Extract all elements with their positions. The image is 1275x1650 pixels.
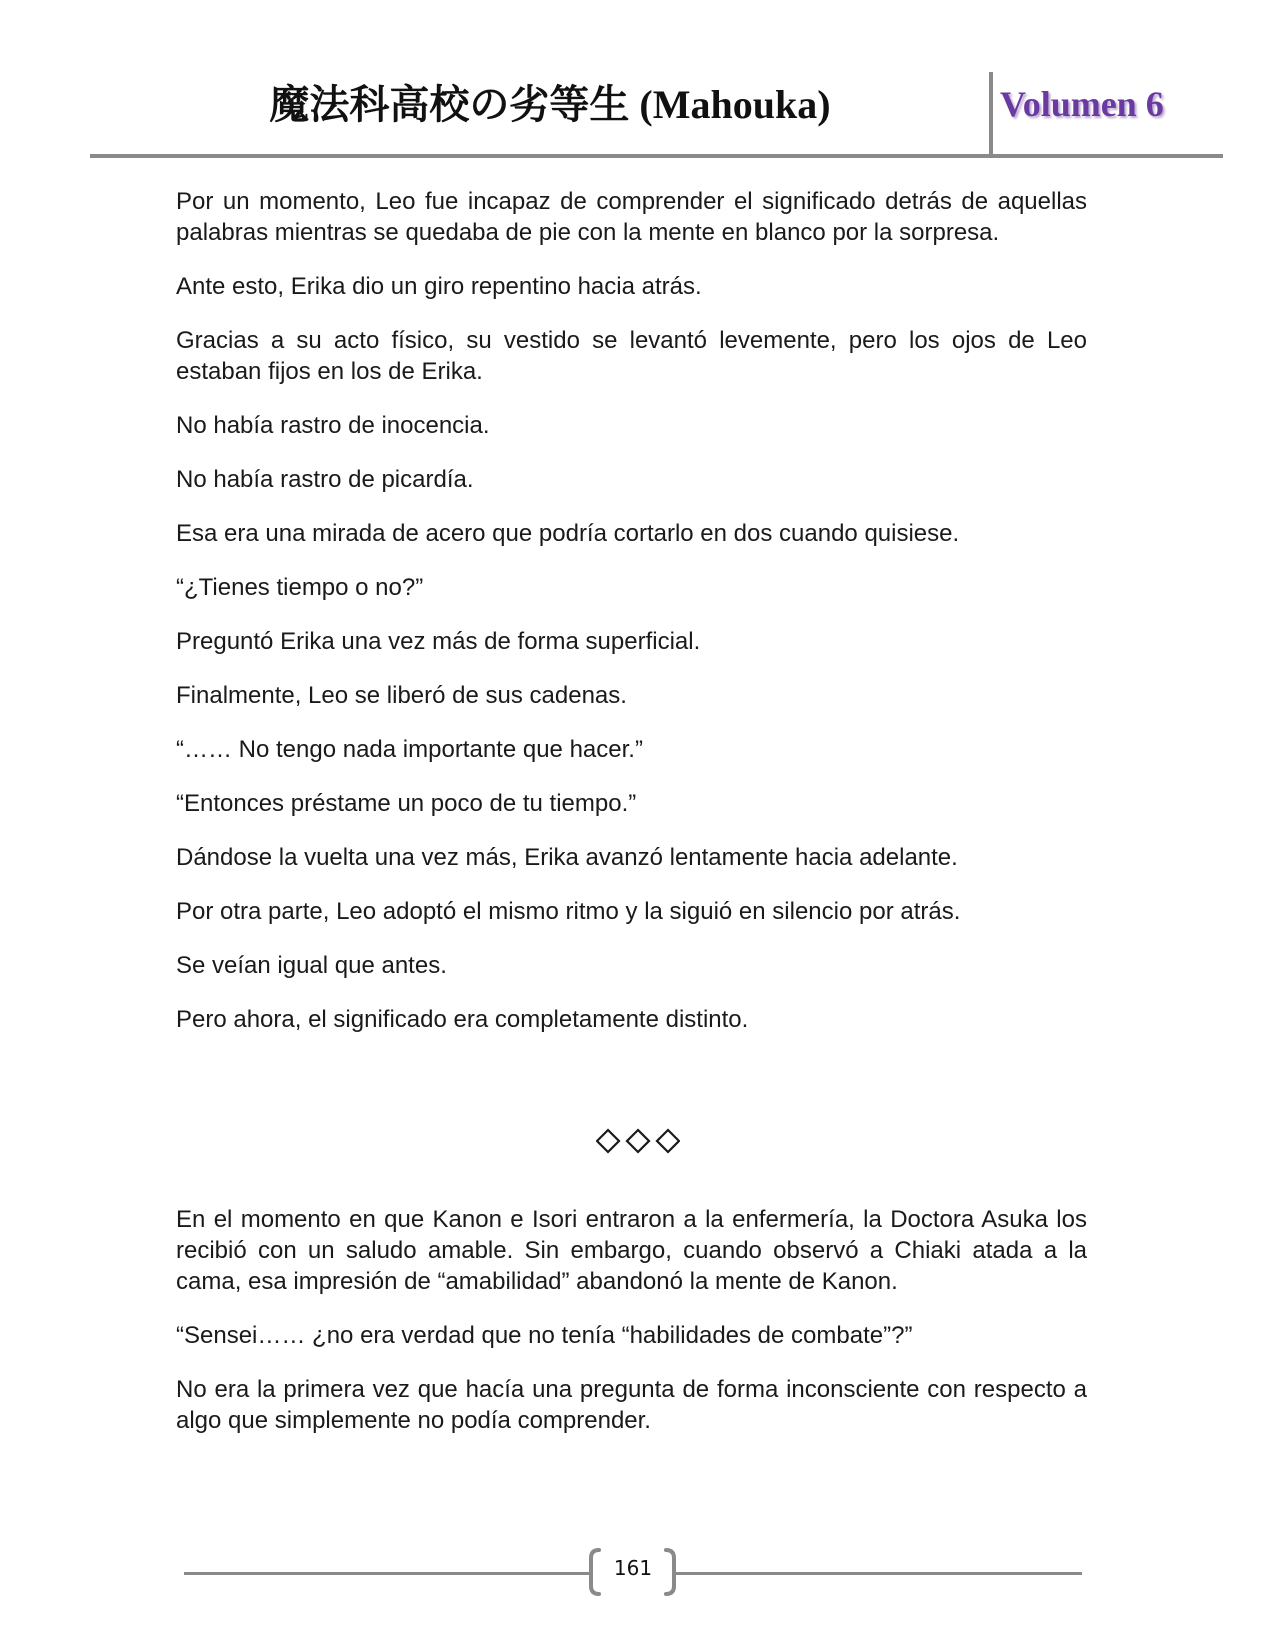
paragraph: En el momento en que Kanon e Isori entraron a la enfermería, la Doctora Asuka los recibió con un saludo amable. Sin embargo, cuando observó a Chiaki atada a la cama, esa impresión de “amabilidad” abandonó la mente de Kanon. [176, 1206, 1087, 1295]
paragraph: “Entonces préstame un poco de tu tiempo.” [176, 790, 637, 817]
header-rule [90, 154, 1223, 158]
footer-rule-right [676, 1572, 1082, 1575]
section-break [0, 1126, 1275, 1156]
paragraph: “¿Tienes tiempo o no?” [176, 574, 424, 601]
paragraph: Por otra parte, Leo adoptó el mismo ritmo y la siguió en silencio por atrás. [176, 898, 961, 925]
volume-label: Volumen 6 [1000, 84, 1164, 124]
paragraph: No había rastro de inocencia. [176, 412, 490, 439]
paragraph: Gracias a su acto físico, su vestido se levantó levemente, pero los ojos de Leo estaban fijos en los de Erika. [176, 327, 1087, 385]
three-diamonds-icon [596, 1126, 680, 1156]
paragraph: Finalmente, Leo se liberó de sus cadenas. [176, 682, 627, 709]
paragraph: No era la primera vez que hacía una pregunta de forma inconsciente con respecto a algo que simplemente no podía comprender. [176, 1376, 1087, 1434]
paragraph: “…… No tengo nada importante que hacer.” [176, 736, 643, 763]
book-title: 魔法科高校の劣等生 (Mahouka) [269, 82, 831, 127]
body-text-section-2 [176, 1204, 1087, 1459]
paragraph: No había rastro de picardía. [176, 466, 474, 493]
paragraph: Preguntó Erika una vez más de forma superficial. [176, 628, 701, 655]
paragraph: Pero ahora, el significado era completamente distinto. [176, 1006, 749, 1033]
paragraph: Esa era una mirada de acero que podría cortarlo en dos cuando quisiese. [176, 520, 960, 547]
paragraph: “Sensei…… ¿no era verdad que no tenía “habilidades de combate”?” [176, 1322, 913, 1349]
header-divider [989, 72, 993, 156]
paragraph: Por un momento, Leo fue incapaz de comprender el significado detrás de aquellas palabras mientras se quedaba de pie con la mente en blanco por la sorpresa. [176, 188, 1087, 246]
page-number: 161 [613, 1556, 653, 1580]
paragraph: Dándose la vuelta una vez más, Erika avanzó lentamente hacia adelante. [176, 844, 958, 871]
footer-rule-left [184, 1572, 589, 1575]
paragraph: Ante esto, Erika dio un giro repentino hacia atrás. [176, 273, 702, 300]
paragraph: Se veían igual que antes. [176, 952, 447, 979]
left-brace-icon [587, 1548, 601, 1596]
body-text-section-1 [176, 186, 1087, 1058]
